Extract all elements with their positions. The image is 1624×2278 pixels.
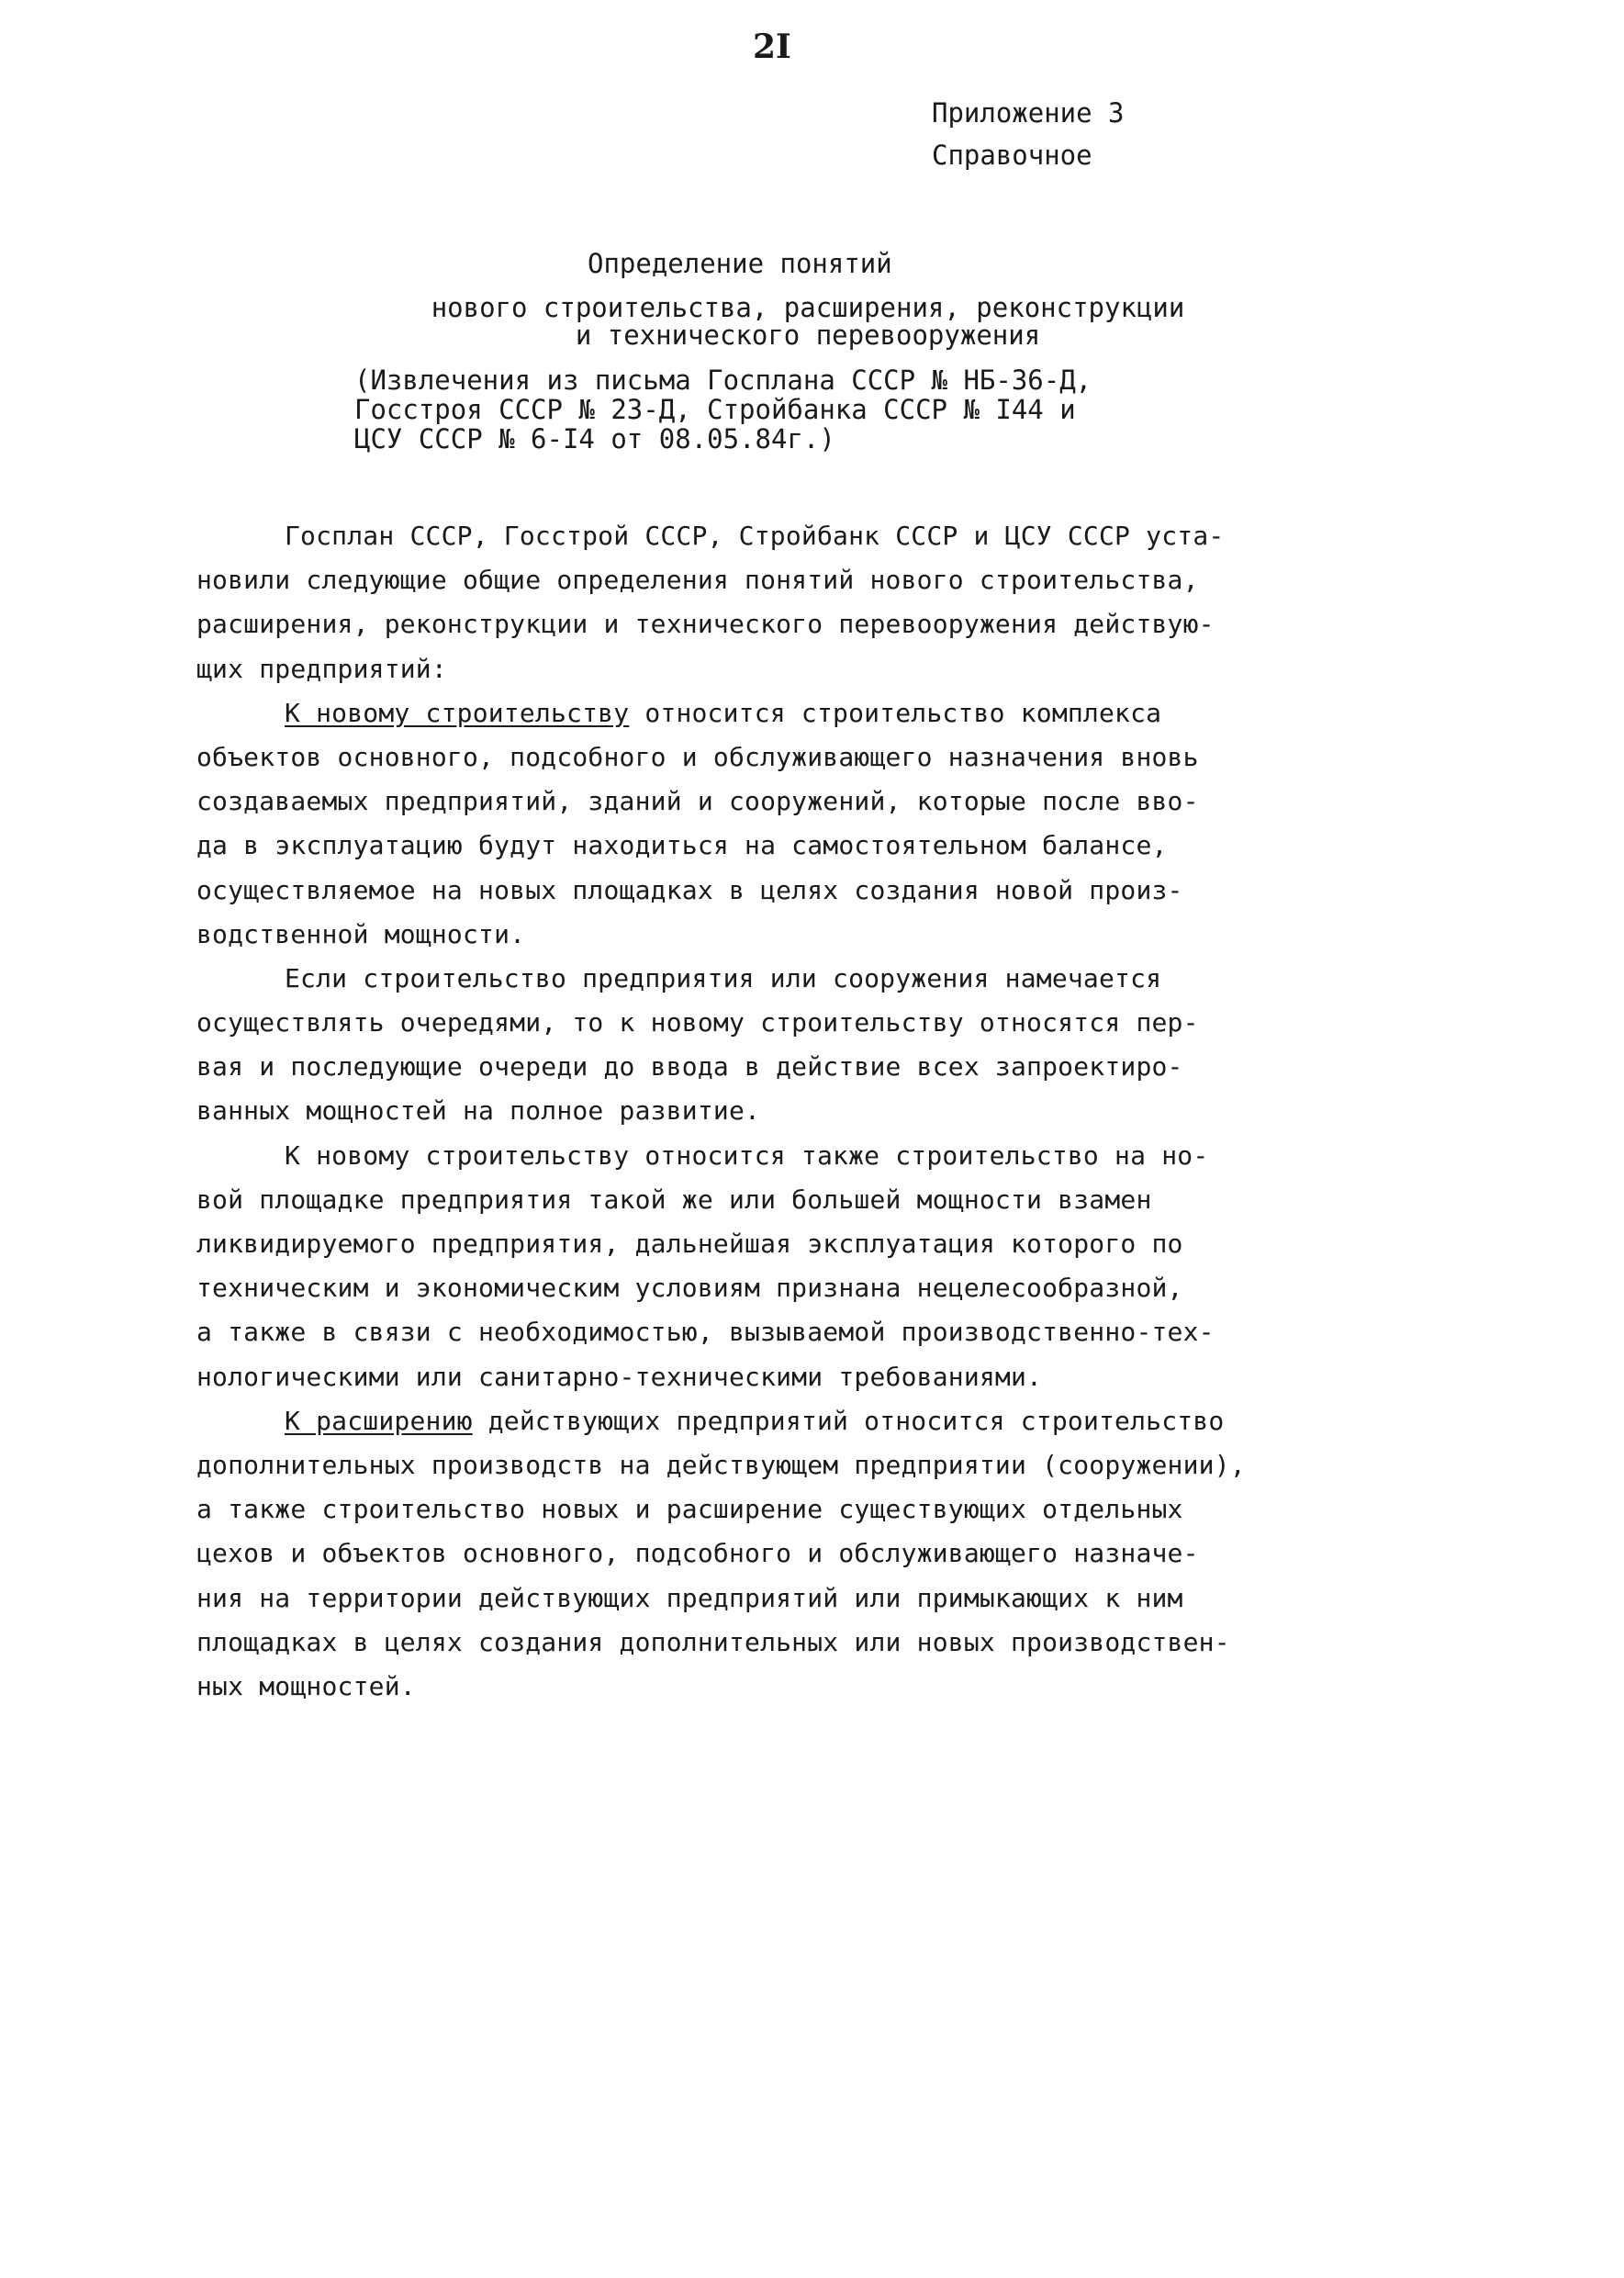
page-number: 2I [753,28,791,66]
subtitle-line: и технического перевооружения [575,320,1041,351]
body-line: а также в связи с необходимостью, вызываемой производственно-тех- [196,1317,1215,1348]
body-line: ванных мощностей на полное развитие. [196,1095,761,1127]
body-line: ных мощностей. [196,1670,416,1701]
body-line: К новому строительству относится также строительство на но- [285,1139,1209,1171]
body-line [196,691,1390,735]
body-line: водственной мощности. [196,918,526,949]
body-line: цехов и объектов основного, подсобного и обслуживающего назначе- [196,1538,1199,1569]
body-line: объектов основного, подсобного и обслуживающего назначения вновь [196,741,1199,772]
body-line: вая и последующие очереди до ввода в действие всех запроектиро- [196,1051,1183,1083]
source-line: ЦСУ СССР № 6-I4 от 08.05.84г.) [354,423,835,454]
body-line: ликвидируемого предприятия, дальнейшая эксплуатация которого по [196,1229,1183,1259]
body-line: Если строительство предприятия или сооружения намечается [285,962,1162,993]
body-line: площадках в целях создания дополнительных или новых производствен- [196,1626,1230,1657]
source-line: Госстроя СССР № 23-Д, Стройбанка СССР № I44 и [354,394,1076,425]
document-subtitle [349,294,1267,349]
body-line-rest: относится строительство комплекса [629,697,1162,728]
appendix-type: Справочное [932,140,1092,171]
body-line: да в эксплуатацию будут находиться на самостоятельном балансе, [196,830,1168,861]
source-note [354,365,1092,454]
body-line: дополнительных производств на действующем предприятии (сооружении), [196,1449,1246,1480]
body-line: расширения, реконструкции и технического перевооружения действую- [196,609,1215,640]
subtitle-line: нового строительства, расширения, реконструкции [431,292,1185,323]
body-line: Госплан СССР, Госстрой СССР, Стройбанк СССР и ЦСУ СССР уста- [285,521,1225,551]
body-line-rest: действующих предприятий относится строительство [472,1405,1225,1436]
body-line: осуществляемое на новых площадках в целях создания новой произ- [196,874,1183,905]
body-line: нологическими или санитарно-техническими требованиями. [196,1361,1043,1392]
document-title: Определение понятий [588,248,892,279]
body-text [196,514,1390,1709]
body-line [196,1399,1390,1443]
body-line: техническим и экономическим условиям признана нецелесообразной, [196,1273,1183,1304]
body-line: щих предприятий: [196,653,447,684]
body-line: новили следующие общие определения понятий нового строительства, [196,565,1199,596]
term-new-construction: К новому строительству [285,697,630,728]
source-line: (Извлечения из письма Госплана СССР № НБ-36-Д, [354,365,1092,396]
body-line: ния на территории действующих предприятий или примыкающих к ним [196,1582,1183,1613]
body-line: осуществлять очередями, то к новому строительству относятся пер- [196,1007,1199,1038]
term-expansion: К расширению [285,1405,473,1436]
appendix-line: Приложение 3 [932,97,1125,129]
body-line: создаваемых предприятий, зданий и сооружений, которые после вво- [196,786,1199,817]
appendix-label [932,92,1125,176]
body-line: вой площадке предприятия такой же или большей мощности взамен [196,1184,1152,1215]
body-line: а также строительство новых и расширение существующих отдельных [196,1494,1183,1525]
